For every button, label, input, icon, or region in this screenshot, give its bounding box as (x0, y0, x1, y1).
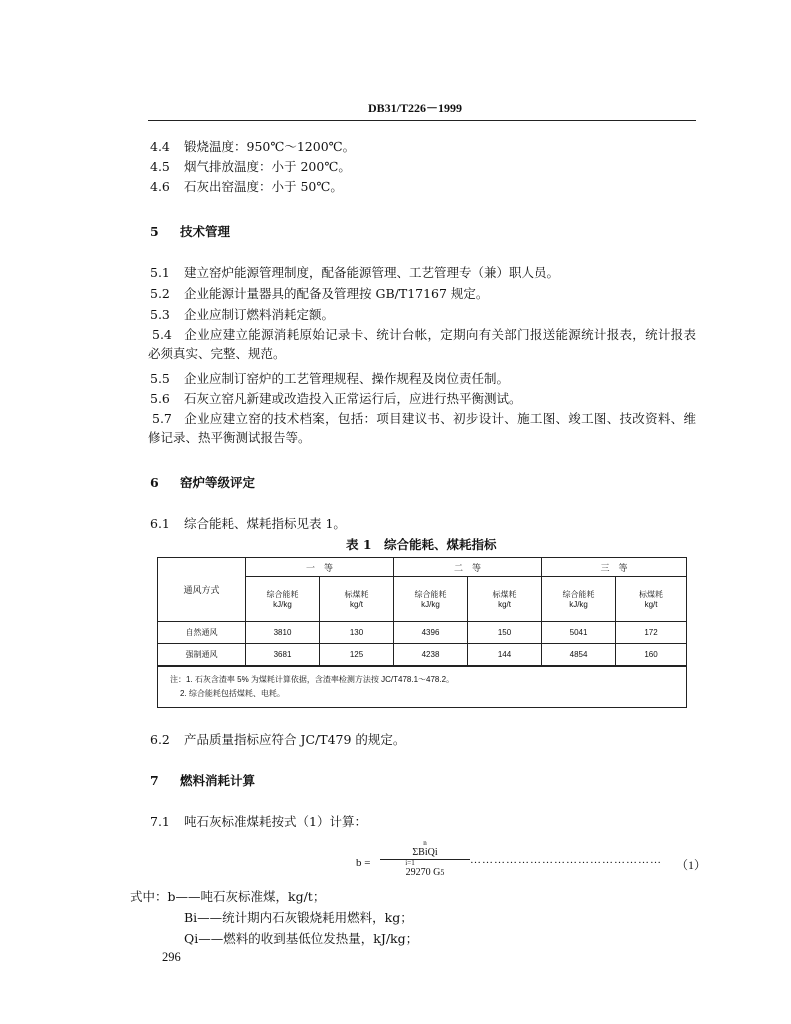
table-cell: 130 (320, 622, 394, 644)
table-cell: 4238 (394, 644, 468, 667)
variable-definition: Qi——燃料的收到基低位发热量，kJ/kg； (184, 931, 419, 946)
grade-1-header: 一 等 (246, 558, 394, 577)
standard-code: DB31/T226－1999 (368, 101, 463, 115)
clause-number: 6.1 (150, 516, 170, 531)
energy-consumption-table (157, 557, 687, 708)
clause-text: 综合能耗、煤耗指标见表 1。 (184, 516, 346, 531)
table-row (158, 644, 687, 667)
clause-number: 5.2 (150, 286, 170, 301)
section-6-heading (150, 473, 255, 491)
table-cell: 4854 (542, 644, 616, 667)
table-notes (158, 666, 687, 708)
section-number: 5 (150, 224, 159, 239)
col-header: 综合能耗 kJ/kg (246, 577, 320, 622)
clause-5-2 (150, 284, 488, 302)
table-cell: 125 (320, 644, 394, 667)
row-label: 自然通风 (158, 622, 246, 644)
col-header: 标煤耗 kg/t (320, 577, 394, 622)
clause-text: 锻烧温度：950℃～1200℃。 (184, 139, 356, 154)
section-title: 窑炉等级评定 (180, 475, 256, 490)
clause-text: 吨石灰标准煤耗按式（1）计算： (184, 814, 367, 829)
table-cell: 4396 (394, 622, 468, 644)
clause-number: 5.6 (150, 391, 170, 406)
section-7-heading (150, 771, 255, 789)
section-number: 6 (150, 475, 159, 490)
table-header-grades (158, 558, 687, 577)
clause-number: 5.3 (150, 307, 170, 322)
section-number: 7 (150, 773, 159, 788)
col-header: 综合能耗 kJ/kg (542, 577, 616, 622)
page-number: 296 (162, 950, 181, 964)
clause-number: 5.5 (150, 371, 170, 386)
clause-5-5 (150, 369, 509, 387)
row-header-cell: 通风方式 (158, 558, 246, 622)
table-note: 2. 综合能耗包括煤耗、电耗。 (180, 689, 285, 698)
table-cell: 172 (616, 622, 687, 644)
formula-leader-dots: ………………………………………… (470, 854, 662, 866)
clause-5-3 (150, 305, 334, 323)
table-note: 注：1. 石灰含渣率 5% 为煤耗计算依据，含渣率检测方法按 JC/T478.1～478.2。 (170, 675, 455, 684)
header-rule (148, 120, 696, 121)
grade-3-header: 三 等 (542, 558, 687, 577)
variable-definition: b——吨石灰标准煤，kg/t； (167, 889, 326, 904)
col-header: 综合能耗 kJ/kg (394, 577, 468, 622)
formula-denominator: 29270 G5 (405, 867, 445, 878)
clause-number: 7.1 (150, 814, 170, 829)
clause-5-1 (150, 263, 559, 281)
table-row (158, 622, 687, 644)
clause-text: 企业应制订窑炉的工艺管理规程、操作规程及岗位责任制。 (184, 371, 510, 386)
equation-number: （1） (676, 858, 707, 872)
clause-6-2 (150, 730, 405, 748)
formula-lhs: b = (356, 857, 371, 869)
sum-index: i=1 (405, 859, 415, 867)
clause-text: 石灰出窑温度：小于 50℃。 (184, 179, 343, 194)
clause-4-6 (150, 177, 343, 195)
section-5-heading (150, 222, 230, 240)
clause-number: 5.1 (150, 265, 170, 280)
table-cell: 3681 (246, 644, 320, 667)
clause-4-4 (150, 137, 355, 155)
where-intro: 式中： (130, 889, 168, 904)
clause-number: 4.5 (150, 159, 170, 174)
table-title: 表 1 综合能耗、煤耗指标 (346, 537, 497, 552)
clause-text: 企业应建立能源消耗原始记录卡、统计台帐，定期向有关部门报送能源统计报表，统计报表必须真实、完整、规范。 (148, 327, 696, 361)
clause-number: 4.6 (150, 179, 170, 194)
section-title: 技术管理 (180, 224, 231, 239)
table-cell: 144 (468, 644, 542, 667)
clause-text: 企业能源计量器具的配备及管理按 GB/T17167 规定。 (184, 286, 489, 301)
clause-5-7 (148, 409, 696, 447)
clause-5-6 (150, 389, 522, 407)
clause-7-1 (150, 812, 367, 830)
clause-number: 5.7 (152, 411, 172, 426)
formula-fraction (380, 840, 470, 878)
clause-text: 烟气排放温度：小于 200℃。 (184, 159, 351, 174)
table-cell: 5041 (542, 622, 616, 644)
table-cell: 150 (468, 622, 542, 644)
clause-number: 6.2 (150, 732, 170, 747)
variable-definition: Bi——统计期内石灰锻烧耗用燃料，kg； (184, 910, 413, 925)
formula-numerator: ΣBiQi (380, 847, 470, 860)
grade-2-header: 二 等 (394, 558, 542, 577)
row-label: 强制通风 (158, 644, 246, 667)
clause-number: 4.4 (150, 139, 170, 154)
table-cell: 3810 (246, 622, 320, 644)
clause-text: 石灰立窑凡新建或改造投入正常运行后，应进行热平衡测试。 (184, 391, 522, 406)
where-line-1 (130, 887, 325, 905)
clause-text: 企业应建立窑的技术档案，包括：项目建议书、初步设计、施工图、竣工图、技改资料、维修记录、热平衡测试报告等。 (148, 411, 696, 445)
section-title: 燃料消耗计算 (180, 773, 256, 788)
clause-text: 产品质量指标应符合 JC/T479 的规定。 (184, 732, 406, 747)
clause-4-5 (150, 157, 351, 175)
clause-text: 建立窑炉能源管理制度，配备能源管理、工艺管理专（兼）职人员。 (184, 265, 560, 280)
clause-6-1 (150, 514, 346, 532)
sum-upper-limit: n (423, 839, 427, 847)
clause-text: 企业应制订燃料消耗定额。 (184, 307, 335, 322)
col-header: 标煤耗 kg/t (468, 577, 542, 622)
col-header: 标煤耗 kg/t (616, 577, 687, 622)
clause-5-4 (148, 325, 696, 363)
table-cell: 160 (616, 644, 687, 667)
clause-number: 5.4 (152, 327, 172, 342)
